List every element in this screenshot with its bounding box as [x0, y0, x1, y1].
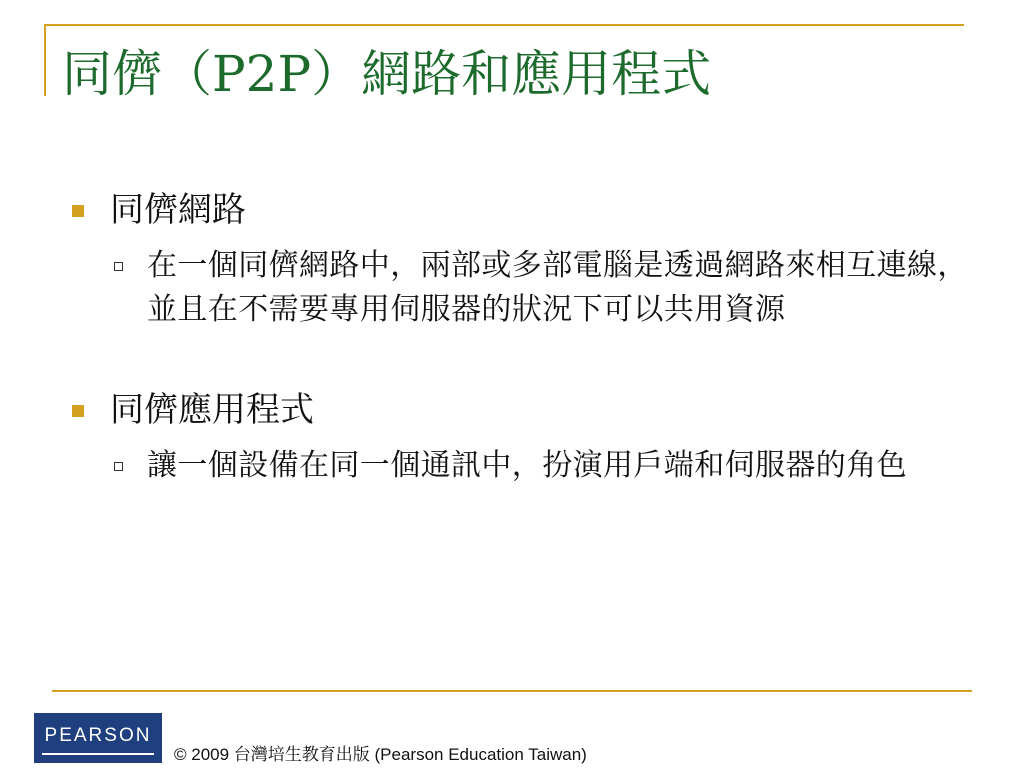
- pearson-logo-text: PEARSON: [44, 725, 152, 746]
- logo-underline: [42, 753, 154, 755]
- pearson-logo: [34, 713, 162, 763]
- checkbox-bullet-icon: [114, 462, 123, 471]
- sub-bullet-peer-apps: 讓一個設備在同一個通訊中，扮演用戶端和伺服器的角色: [147, 448, 907, 483]
- slide-title: 同儕（P2P）網路和應用程式: [62, 45, 712, 103]
- bottom-divider: [52, 690, 972, 692]
- bullet-square-icon: [72, 405, 84, 417]
- copyright-footer: © 2009 台灣培生教育出版 (Pearson Education Taiwan): [174, 745, 587, 764]
- checkbox-bullet-icon: [114, 262, 123, 271]
- bullet-heading-peer-network: 同儕網路: [110, 190, 246, 230]
- bullet-square-icon: [72, 205, 84, 217]
- bullet-heading-peer-apps: 同儕應用程式: [110, 390, 314, 430]
- sub-bullet-peer-network: 在一個同儕網路中，兩部或多部電腦是透過網路來相互連線，並且在不需要專用伺服器的狀況下可以共用資源: [147, 248, 968, 327]
